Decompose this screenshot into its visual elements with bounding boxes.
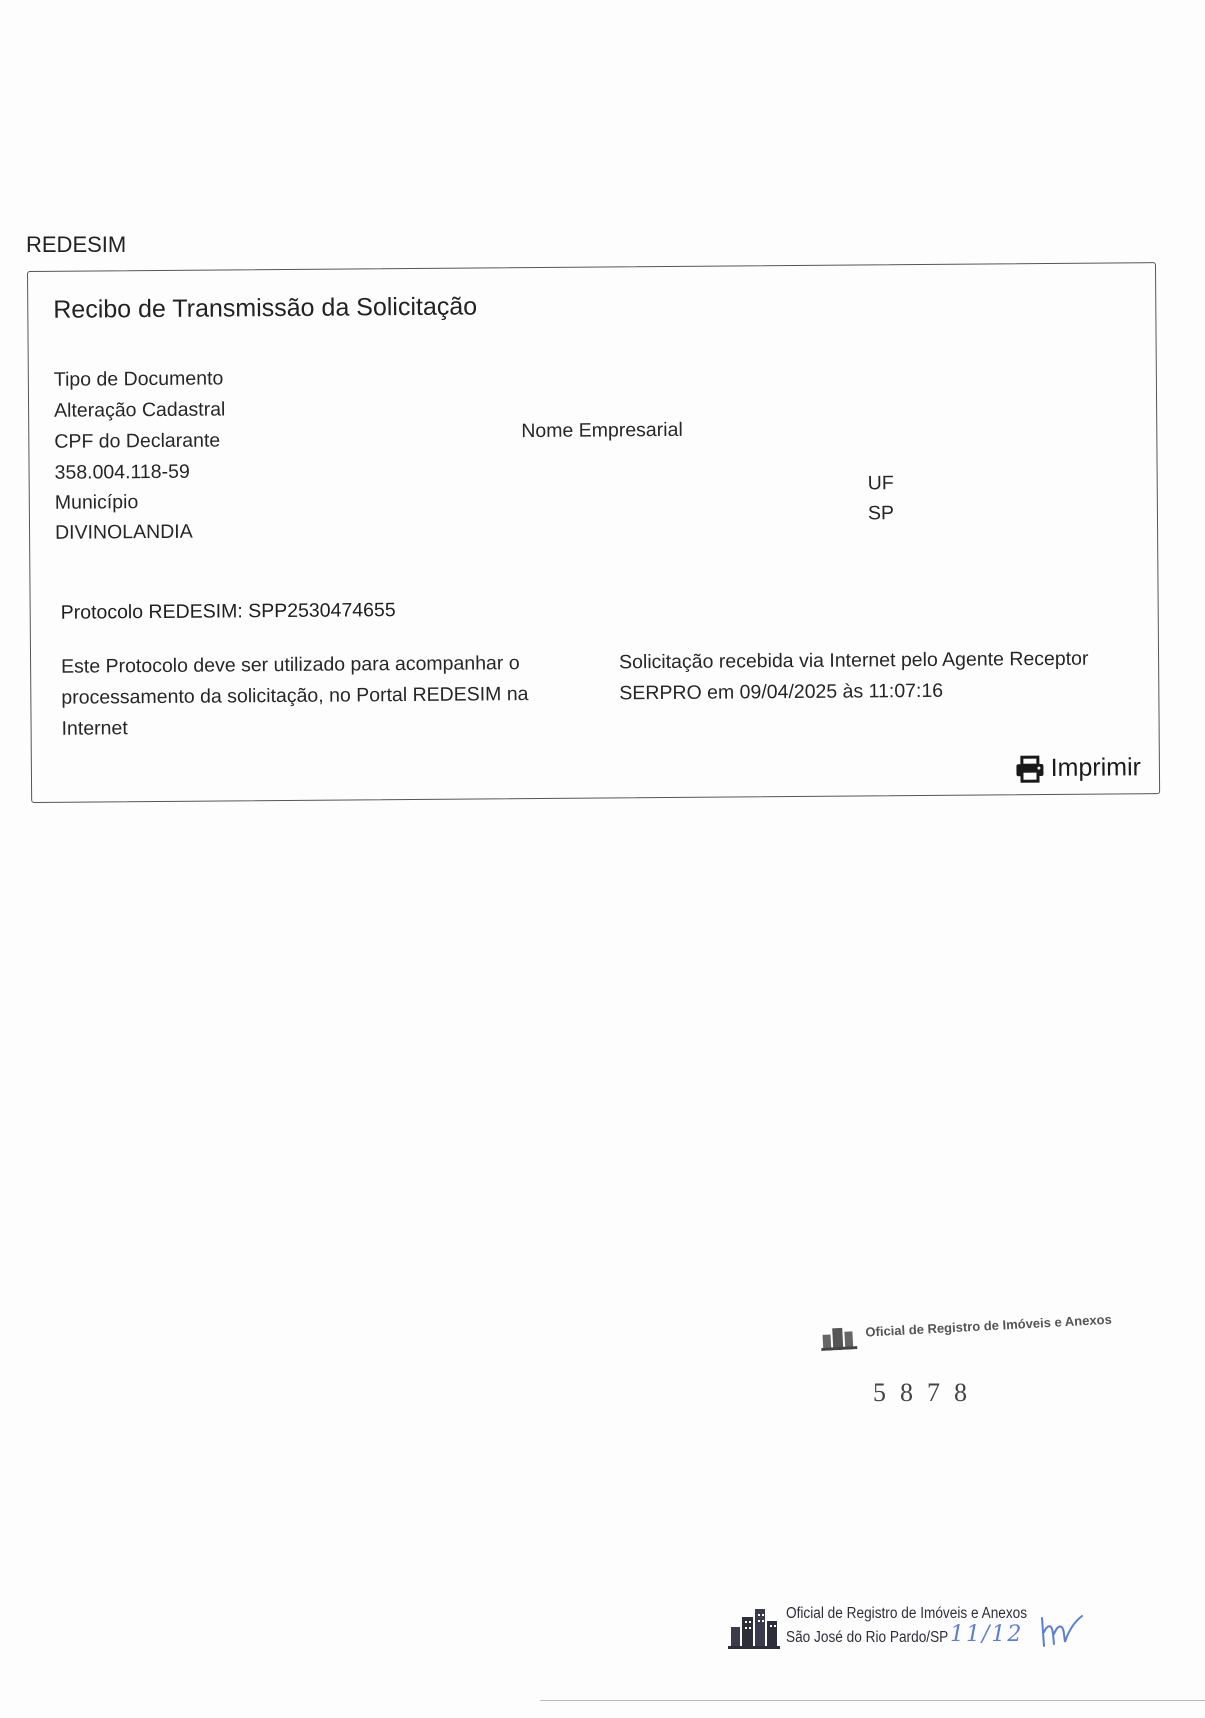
registry-stamp-line2: São José do Rio Pardo/SP <box>786 1629 949 1646</box>
note-left-line2: processamento da solicitação, no Portal REDESIM na <box>61 683 529 709</box>
page-header: REDESIM <box>26 232 127 257</box>
protocol-line <box>61 599 396 625</box>
note-right-line2: SERPRO em 09/04/2025 às 11:07:16 <box>619 679 944 705</box>
municipio-value: DIVINOLANDIA <box>54 520 193 544</box>
uf-value: SP <box>867 502 895 525</box>
note-right-line1: Solicitação recebida via Internet pelo Agente Receptor <box>619 647 1089 674</box>
handwritten-date: 11/12 <box>950 1622 1024 1647</box>
uf-label: UF <box>867 472 894 495</box>
note-left-line3: Internet <box>61 717 128 740</box>
nome-empresarial-label: Nome Empresarial <box>521 418 683 443</box>
cpf-label: CPF do Declarante <box>54 429 221 453</box>
building-icon <box>820 1323 861 1351</box>
handwritten-signature <box>1038 1612 1088 1657</box>
receipt-panel <box>27 262 1160 803</box>
note-left-line1: Este Protocolo deve ser utilizado para acompanhar o <box>61 652 520 678</box>
cpf-value: 358.004.118-59 <box>54 460 190 484</box>
registry-stamp-small <box>820 1311 1113 1356</box>
protocol-value: SPP2530474655 <box>248 599 396 623</box>
print-button-label: Imprimir <box>1050 753 1142 782</box>
registry-stamp-line1: Oficial de Registro de Imóveis e Anexos <box>786 1605 1028 1622</box>
municipio-label: Município <box>54 491 139 514</box>
printer-icon <box>1015 755 1045 783</box>
protocol-usage-note <box>61 648 529 745</box>
stamp-number: 5878 <box>873 1378 981 1407</box>
bottom-divider <box>540 1700 1205 1701</box>
small-stamp-text: Oficial de Registro de Imóveis e Anexos <box>865 1311 1113 1340</box>
building-logo-icon <box>728 1605 784 1651</box>
document-type-label: Tipo de Documento <box>53 367 224 391</box>
document-type-value: Alteração Cadastral <box>54 398 226 422</box>
receipt-info-note <box>619 644 1089 710</box>
protocol-label: Protocolo REDESIM: <box>60 600 243 624</box>
receipt-title: Recibo de Transmissão da Solicitação <box>53 292 478 324</box>
print-button[interactable] <box>1015 753 1141 783</box>
